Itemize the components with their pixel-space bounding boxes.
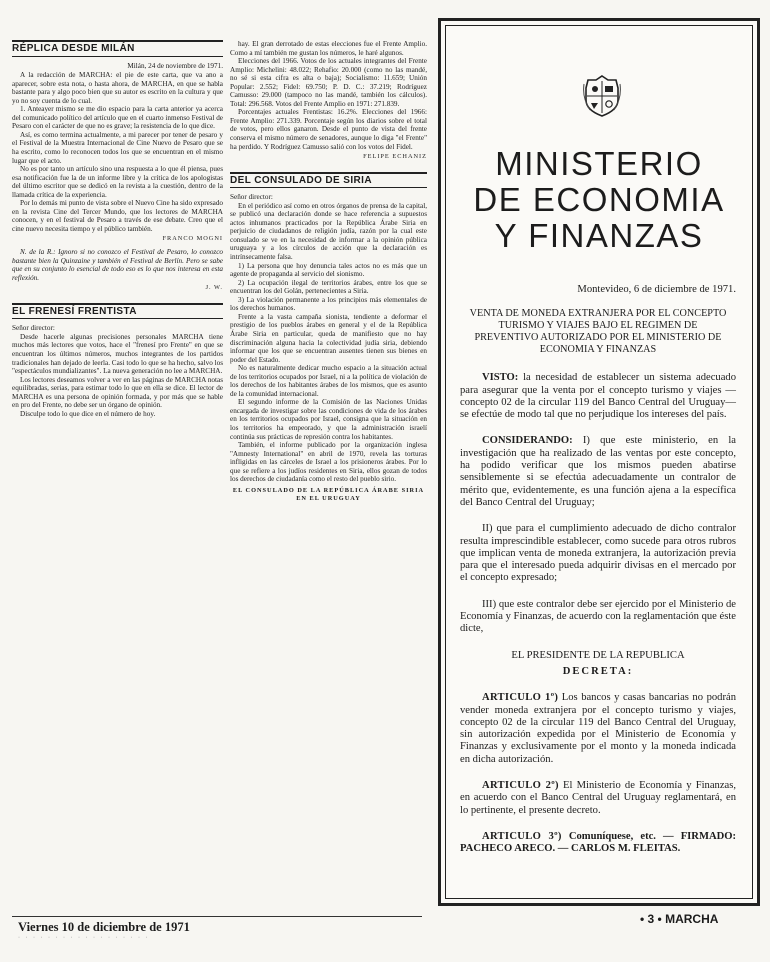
article-2-label: ARTICULO 2º) [482,780,559,792]
decree-article-1 [460,692,736,766]
footer-right [640,912,760,932]
ministry-notice-box [438,18,760,906]
replica-paragraph: Así, es como termina actualmente, a mi parecer por tener de pesaro y el Festival de la Muestra Internacional de Cine Nuevo de Pesaro que se ha escrito, como lo reconocen todos los que se encuentran en el mismo lugar que el acto. [12,130,223,165]
decree-article-2 [460,780,736,817]
article-1-label: ARTICULO 1º) [482,692,559,704]
footer-left [12,916,422,939]
decree-clause-ii: II) que para el cumplimiento adecuado de dicho contralor resulta imprescindible establecer, como sucede para otros rubros que implican venta de moneda extranjera, la autorización previa para que el interesado pueda adquirir divisas en el mercado por el concepto expresado; [460,523,736,584]
siria-signature: EL CONSULADO DE LA REPÚBLICA ÁRABE SIRIA EN EL URUGUAY [232,486,425,503]
middle-column [230,40,427,918]
continuation-signature: FELIPE ECHANIZ [363,153,427,161]
siria-paragraph: Frente a la vasta campaña sionista, tendiente a deformar el prestigio de los pueblos árabes en general y el de la República Árabe Siria en particular, queda de manifiesto que no hay discriminación alguna hacia la colectividad judía siria, debiendo informar que los que se encuentran ausentes tienen sus bienes en poder del Estado. [230,312,427,364]
continuation-paragraph: Elecciones del 1966. Votos de los actuales integrantes del Frente Amplio: Michelini: 48.022; Rehafio: 20.000 (como no las mandé, no sé si esta cifra es alta o baja); Socialismo: 11.659; Unión Popular: 2.552; Fidel: 69.750; P. D. C.: 37.219; Rodríguez Camusso: 29.000 (tampoco no las mandé, también los cálculos). Total: 296.568. Votos del Frente Amplio en 1971: 271.839. [230,57,427,108]
decree-place-date: Montevideo, 6 de diciembre de 1971. [577,284,736,295]
decree-article-3 [460,831,736,856]
ministry-title-line: MINISTERIO [495,145,703,182]
frenesi-paragraph: Disculpe todo lo que dice en el número de hoy. [20,409,156,418]
ministry-notice-inner-border [445,25,753,899]
national-coat-of-arms-icon [582,74,622,118]
siria-paragraph: 1) La persona que hoy denuncia tales actos no es más que un agente de propaganda al servicio del sionismo. [230,261,427,279]
replica-signature: FRANCO MOGNI [162,235,223,243]
siria-title: DEL CONSULADO DE SIRIA [230,172,427,189]
left-column [12,40,223,916]
considerando-text: I) que este ministerio, en la investigación que ha realizado de las ventas por este concepto, ha podido verificar que los mismos pueden abatirse sensiblemente si se efectúa adecuadamente un contralor de mérito que, evidentemente, es una función ajena a la específica del Banco Central del Uruguay; [460,435,736,508]
frenesi-title: EL FRENESÍ FRENTISTA [12,303,223,320]
footer-date: Viernes 10 de diciembre de 1971 [18,920,190,934]
replica-title: RÉPLICA DESDE MILÁN [12,40,223,57]
siria-paragraph: No es naturalmente dedicar mucho espacio a la situación actual de los territorios ocupados por Israel, ni a la política de violación de los derechos de los habitantes árabes de los mismos, que es asunto de la comunidad internacional. [230,364,427,398]
continuation-paragraph: Porcentajes actuales Frentistas: 16.2%. Elecciones del 1966: Frente Amplio: 271.339. Porcentaje según los diarios sobre el total de votos, pero ellos ganaron. Desde el punto de vista del frente conserva el mismo número de senadores, aunque lo diga "el Frente" ha perdido. Y Rodríguez Camusso salió con los votos del Fidel. [230,108,427,151]
decree-body [460,284,736,870]
replica-paragraph: A la redacción de MARCHA: el pie de este carta, que va ano a aparecer, sobre esta nota, o hasta ahora, de MARCHA, en que se habla bastante para y algo poco bien que su autor es escrito en la cultura y que yo no soy cuenta de lo cual. [12,71,223,105]
replica-paragraph: Por lo demás mi punto de vista sobre el Nuevo Cine ha sido expresado en la revista Cine del Tercer Mundo, que los lectores de MARCHA conocen, y en el festival de Pesaro a través de ese debate. Creo que el cine nuevo necesita tiempo y el público también. [12,199,223,233]
replica-dateline: Milán, 24 de noviembre de 1971. [127,61,223,70]
visto-text: la necesidad de establecer un sistema adecuado para asegurar que la venta por el concepto turismo y viajes —concepto 02 de la circular 119 del Banco Central del Uruguay— se efectúe de modo tal que no perjudique los intereses del país. [460,372,736,421]
siria-paragraph: También, el informe publicado por la organización inglesa "Amnesty International" en abril de 1970, revela las torturas infligidas en las cárceles de Israel a los prisioneros árabes. Por lo que se refiere a los judíos residentes en Siria, ellos gozan de todos los derechos de ciudadanía como el resto del pueblo sirio. [230,441,427,484]
page-number-masthead: • 3 • MARCHA [640,912,719,926]
footer-subline: · · · · · · · · · · · · · · · · · · [18,935,150,941]
editor-note: N. de la R.: Ignoro si no conozco el Festival de Pesaro, lo conozco bastante bien la Quinzaine y también el Festival de Berlín. Pero se sabe que en su conjunto lo esencial de todo eso es lo que nos interesa en esta reflexión. [12,248,223,282]
visto-label: VISTO: [482,372,519,384]
decree-president: EL PRESIDENTE DE LA REPUBLICA [511,649,685,661]
frenesi-salutation: Señor director: [12,324,55,333]
article-3-text: Comuníquese, etc. — FIRMADO: PACHECO ARECO. — CARLOS M. FLEITAS. [460,830,737,855]
continuation-paragraph: hay. El gran derrotado de estas elecciones fue el Frente Amplio. Como a mí también me gustan los números, le haré algunos. [230,40,427,57]
editor-note-signature: J. W. [205,284,223,292]
considerando-label: CONSIDERANDO: [482,435,573,447]
decree-clause-iii: III) que este contralor debe ser ejercido por el Ministerio de Economía y Finanzas, de acuerdo con la reglamentación que éste dicte, [460,598,736,635]
frenesi-paragraph: Desde hacerle algunas precisiones personales MARCHA tiene muchos más lectores que votos, hace el "frenesí pro Frente" en que se encuentran los últimos números, muchos integrantes de los partidos tradicionales han dejado de leerla. Casi todo lo que se ha hecho, salvo los "espectáculos mundializantes". La nueva generación no lee a MARCHA. [12,332,223,376]
replica-paragraph: No es por tanto un artículo sino una respuesta a lo que él piensa, pues esa notificación fue la de un informe libre y la crítica de los apologistas del último escritor que se dedicó en la revista a la cuestión, dentro de la llamada crítica de la experiencia. [12,165,223,199]
article-3-label: ARTICULO 3º) [482,830,562,842]
decree-considerando [460,435,736,509]
ministry-title-line: Y FINANZAS [494,217,704,254]
decree-subject: VENTA DE MONEDA EXTRANJERA POR EL CONCEPTO TURISMO Y VIAJES BAJO EL REGIMEN DE PREVENTIVO AUTORIZADO POR EL MINISTERIO DE ECONOMIA Y FINANZAS [469,308,727,356]
siria-paragraph: 3) La violación permanente a los principios más elementales de los derechos humanos. [230,295,427,313]
siria-paragraph: En el periódico así como en otros órganos de prensa de la capital, se publicó una declaración donde se hace referencia a supuestos actos inhumanos practicados por la República Árabe Siria en perjuicio de ciudadanos de religión judía, razón por la cual este consulado se ve en la necesidad de informar a la opinión pública uruguaya y a los círculos de acción que la declaración es intrínsecamente falsa. [230,201,427,262]
frenesi-paragraph: Los lectores deseamos volver a ver en las páginas de MARCHA notas equilibradas, serias, para estimar todo lo que en ella se dice. El lector de MARCHA es una persona de opinión formada, y por más que se hable en pro del Frente, no debe ser un órgano de opinión. [12,375,223,410]
siria-paragraph: 2) La ocupación ilegal de territorios árabes, entre los que se encuentran los del Golán, pertenecientes a Siria. [230,278,427,296]
ministry-title [446,146,752,254]
article-1-text: Los bancos y casas bancarias no podrán vender moneda extranjera por el concepto turismo y viajes, concepto 02 de la circular 119 del Banco Central del Uruguay, sin autorización expedida por el Ministerio de Economía y Finanzas y exclusivamente por el monto y la moneda indicada en dicha autorización. [460,692,736,765]
siria-paragraph: El segundo informe de la Comisión de las Naciones Unidas encargada de investigar sobre las condiciones de vida de los árabes en los territorios ocupados por Israel, consigna que la situación en los territorios ha empeorado, y que la administración israelí continúa sus prácticas de represión contra los habitantes. [230,398,427,441]
decree-visto [460,372,736,421]
decree-decreta: DECRETA: [562,665,634,677]
article-2-text: El Ministerio de Economía y Finanzas, en acuerdo con el Banco Central del Uruguay reglamentará, en lo pertinente, el presente decreto. [460,780,736,816]
siria-salutation: Señor director: [230,193,273,202]
replica-paragraph: 1. Anteayer mismo se me dio espacio para la carta anterior ya acerca del comunicado político del artículo que en el cuarto inmenso Festival de Pesaro con el carácter de que no es grave; la resistencia de lo que dice. [12,105,223,131]
ministry-title-line: DE ECONOMIA [473,181,725,218]
